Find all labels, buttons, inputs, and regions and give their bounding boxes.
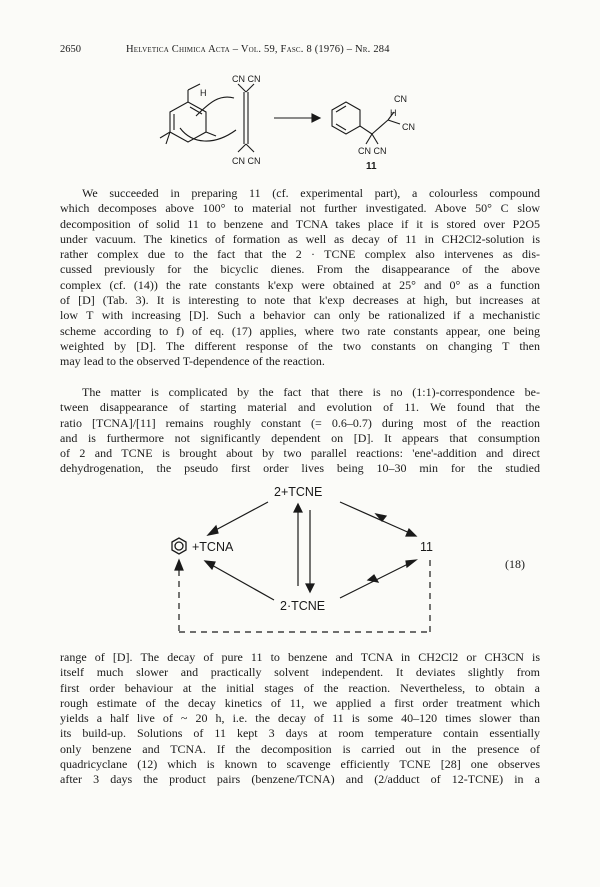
text-line: rough estimate of the decay kinetics of 11, we applied a first order treatment which bbox=[60, 695, 540, 710]
cn-label-bottom: CN CN bbox=[232, 156, 261, 166]
text-line: decomposition of solid 11 to benzene and TCNA takes place if it is stored over P2O5 bbox=[60, 216, 540, 231]
scheme-top-label: 2+TCNE bbox=[274, 485, 323, 499]
text-line: weighted by [D]. The different response of the two constants on changing T then bbox=[60, 338, 540, 353]
page-number: 2650 bbox=[60, 44, 81, 55]
text-line: of 2 and TCNE is brought about by two parallel reactions: 'ene'-addition and direct bbox=[60, 446, 540, 461]
ene-reaction-scheme bbox=[150, 72, 450, 182]
text-line: under vacuum. The kinetics of formation as well as decay of 11 in CH2Cl2-solution is bbox=[60, 231, 540, 246]
text-line: The matter is complicated by the fact that there is no (1:1)-correspondence be- bbox=[82, 385, 540, 399]
cn-label-product-b: CN bbox=[402, 122, 415, 132]
paragraph-3 bbox=[60, 650, 540, 788]
text-line: itself much slower and practically solvent independent. It deviates slightly from bbox=[60, 665, 540, 680]
text-line: first order behaviour at the initial stages of the reaction. Nevertheless, to obtain a bbox=[60, 680, 540, 695]
scheme-bottom-label: 2·TCNE bbox=[280, 599, 326, 613]
reaction-arrow bbox=[274, 114, 320, 122]
reaction-scheme-18 bbox=[150, 480, 450, 640]
journal-title: Helvetica Chimica Acta – Vol. 59, Fasc. 8 (1976) – Nr. 284 bbox=[126, 44, 390, 55]
text-line: scheme according to f) of eq. (17) applies, where two rate constants appear, one being bbox=[60, 323, 540, 338]
h-label-left: H bbox=[200, 88, 207, 98]
paragraph-2 bbox=[60, 385, 540, 477]
h-label-product: H bbox=[390, 108, 397, 118]
text-line: only benzene and TCNA. If the decomposition is carried out in the presence of bbox=[60, 741, 540, 756]
cn-label-top: CN CN bbox=[232, 74, 261, 84]
text-line: quadricyclane (12) which is known to scavenge efficiently TCNE [28] one observes bbox=[60, 757, 540, 772]
running-header bbox=[60, 44, 540, 55]
compound-number: 11 bbox=[366, 161, 377, 172]
text-line: tween disappearance of starting material and evolution of 11. We found that the bbox=[60, 400, 540, 415]
paragraph-1 bbox=[60, 186, 540, 370]
text-line: yields a half live of ~ 20 h, i.e. the decay of 11 is some 40–120 times slower than bbox=[60, 711, 540, 726]
text-line: which decomposes above 100° to material not further investigated. Above 50° C slow bbox=[60, 201, 540, 216]
cn-label-product-a: CN bbox=[394, 94, 407, 104]
text-line: and is furthermore not significantly dependent on [D]. It appears that consumption bbox=[60, 430, 540, 445]
text-line: range of [D]. The decay of pure 11 to benzene and TCNA in CH2Cl2 or CH3CN is bbox=[60, 650, 540, 664]
cn-label-product-c: CN CN bbox=[358, 146, 387, 156]
text-line: of [D] (Tab. 3). It is interesting to note that k'exp decreases at high, but increases at bbox=[60, 293, 540, 308]
scheme-right-label: 11 bbox=[420, 540, 433, 554]
text-line: low T with increasing [D]. Such a behavior can only be rationalized if a mechanistic bbox=[60, 308, 540, 323]
tcne-structure bbox=[238, 84, 254, 152]
reactant-diene-structure bbox=[160, 84, 236, 144]
benzene-icon bbox=[172, 538, 186, 554]
text-line: after 3 days the product pairs (benzene/TCNA) and (2/adduct of 12-TCNE) in a bbox=[60, 772, 540, 787]
dashed-return-path bbox=[179, 560, 430, 632]
text-line: complex (cf. (14)) the rate constants k'exp were obtained at 25° and 0° as a function bbox=[60, 277, 540, 292]
equation-number: (18) bbox=[505, 557, 525, 571]
text-line: ratio [TCNA]/[11] remains roughly constant (= 0.6–0.7) during most of the reaction bbox=[60, 415, 540, 430]
text-line: rather complex due to the fact that the 2 · TCNE complex also intervenes as dis- bbox=[60, 247, 540, 262]
text-line: cussed previously for the bicyclic dienes. From the disappearance of the above bbox=[60, 262, 540, 277]
text-line: We succeeded in preparing 11 (cf. experimental part), a colourless compound bbox=[82, 186, 540, 200]
text-line: may lead to the observed T-dependence of the reaction. bbox=[60, 354, 325, 369]
text-line: dehydrogenation, the pseudo first order lives being 10–30 min for the studied bbox=[60, 461, 540, 476]
scheme-left-label: +TCNA bbox=[192, 540, 234, 554]
text-line: its build-up. Solutions of 11 kept 3 days at room temperature contain essentially bbox=[60, 726, 540, 741]
